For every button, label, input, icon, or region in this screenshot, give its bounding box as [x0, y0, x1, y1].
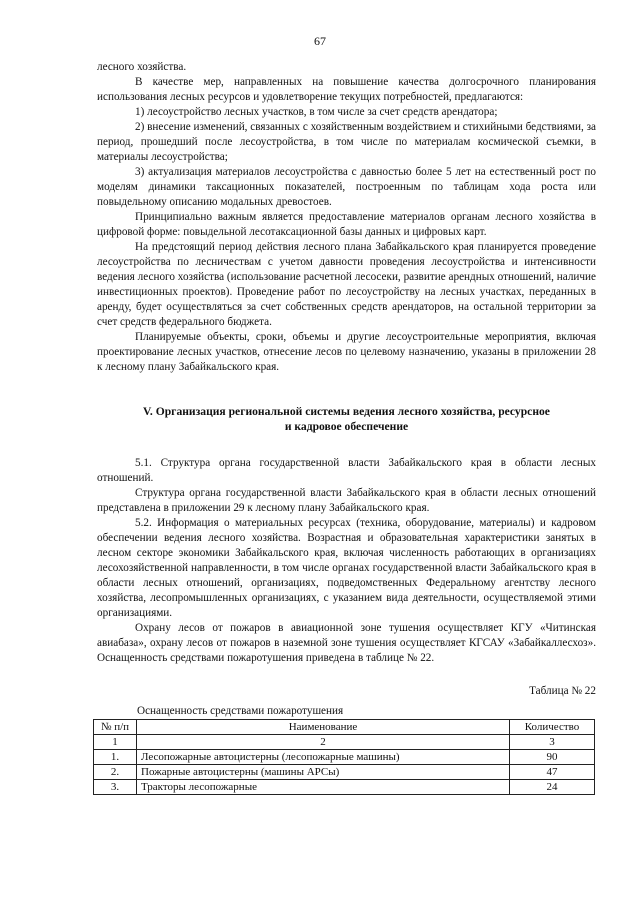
table-index-row: [94, 735, 595, 750]
list-item: 2) внесение изменений, связанных с хозяйственным воздействием и стихийными бедствиями, за период, прошедший после лесоустройства, в том числе по материалам космической съемки, в материалы лесоустройства;: [97, 121, 596, 163]
table-cell: 2: [137, 735, 510, 750]
paragraph: Принципиально важным является предоставление материалов органам лесного хозяйства в цифровой форме: повыдельной лесотаксационной базы данных и цифровых карт.: [97, 211, 596, 238]
section-heading-line2: и кадровое обеспечение: [284, 420, 409, 433]
list-item: 1) лесоустройство лесных участков, в том числе за счет средств арендатора;: [135, 106, 498, 118]
table-cell: 24: [510, 780, 595, 795]
section-heading: [97, 404, 596, 434]
paragraph: На предстоящий период действия лесного плана Забайкальского края планируется проведение лесоустройства по лесничествам с учетом давности проведения лесоустройства и интенсивности ведения лесного хозяйства (использование расчетной лесосеки, развитие арендных отношений, наличие инвестиционных проектов). Проведение работ по лесоустройству на лесных участках, переданных в аренду, будет осуществляться за счет собственных средств арендаторов, на остальной территории за счет средств федерального бюджета.: [97, 241, 596, 328]
table-header-cell: № п/п: [94, 720, 137, 735]
list-item: 3) актуализация материалов лесоустройства с давностью более 5 лет на естественный рост по моделям динамики таксационных показателей, построенным по таблицам хода роста или повыдельному описанию модальных древостоев.: [97, 166, 596, 208]
paragraph: лесного хозяйства.: [97, 61, 187, 73]
table-cell: Тракторы лесопожарные: [137, 780, 510, 795]
table-cell: 1.: [94, 750, 137, 765]
equipment-table: [93, 719, 595, 795]
table-cell: 90: [510, 750, 595, 765]
table-row: [94, 750, 595, 765]
page-number: 67: [314, 34, 326, 48]
table-cell: 2.: [94, 765, 137, 780]
table-header-cell: Количество: [510, 720, 595, 735]
paragraph: 5.2. Информация о материальных ресурсах (техника, оборудование, материалы) и кадровом обеспечении ведения лесного хозяйства. Возрастная и образовательная характеристики занятых в лесном секторе экономики Забайкальского края, включая численность работающих в организациях лесохозяйственной направленности, в том числе органах государственной власти Забайкальского края в области лесных отношений, организациях, подведомственных Федеральному агентству лесного хозяйства, лесопромышленных организациях, с указанием вида деятельности, осуществляемой этими организациями.: [97, 517, 596, 619]
table-row: [94, 765, 595, 780]
paragraph: 5.1. Структура органа государственной власти Забайкальского края в области лесных отношений.: [97, 457, 596, 484]
paragraph: Охрану лесов от пожаров в авиационной зоне тушения осуществляет КГУ «Читинская авиабаза», охрану лесов от пожаров в наземной зоне тушения осуществляет КГСАУ «Забайкаллесхоз». Оснащенность средствами пожаротушения приведена в таблице № 22.: [97, 622, 596, 664]
table-caption: Оснащенность средствами пожаротушения: [137, 705, 344, 717]
document-body: [97, 60, 596, 795]
table-header-row: [94, 720, 595, 735]
paragraph: Структура органа государственной власти Забайкальского края в области лесных отношений представлена в приложении 29 к лесному плану Забайкальского края.: [97, 487, 596, 514]
table-row: [94, 780, 595, 795]
table-cell: 47: [510, 765, 595, 780]
table-cell: 1: [94, 735, 137, 750]
section-heading-line1: V. Организация региональной системы ведения лесного хозяйства, ресурсное: [143, 405, 550, 418]
table-cell: Пожарные автоцистерны (машины АРСы): [137, 765, 510, 780]
table-cell: 3.: [94, 780, 137, 795]
table-cell: Лесопожарные автоцистерны (лесопожарные машины): [137, 750, 510, 765]
paragraph: Планируемые объекты, сроки, объемы и другие лесоустроительные мероприятия, включая проектирование лесных участков, отнесение лесов по целевому назначению, указаны в приложении 28 к лесному плану Забайкальского края.: [97, 331, 596, 373]
table-cell: 3: [510, 735, 595, 750]
table-header-cell: Наименование: [137, 720, 510, 735]
table-label: Таблица № 22: [529, 685, 596, 697]
paragraph: В качестве мер, направленных на повышение качества долгосрочного планирования использования лесных ресурсов и удовлетворение текущих потребностей, предлагаются:: [97, 76, 596, 103]
